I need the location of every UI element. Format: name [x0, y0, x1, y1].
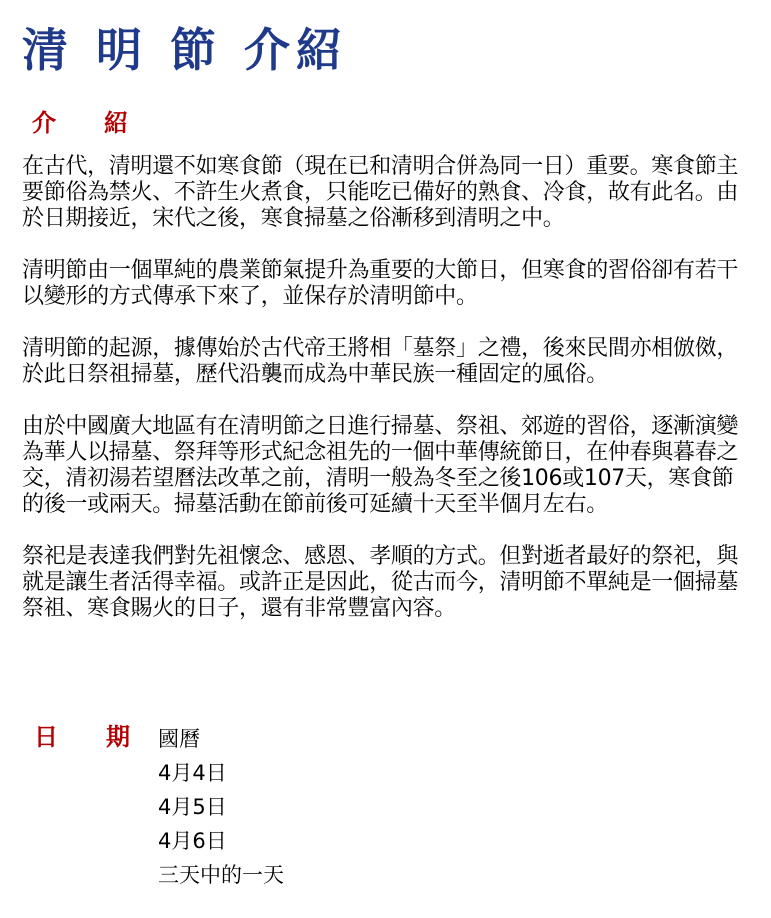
date-list	[158, 722, 284, 892]
intro-paragraph: 祭祀是表達我們對先祖懷念、感恩、孝順的方式。但對逝者最好的祭祀，與就是讓生者活得幸福。或許正是因此，從古而今，清明節不單純是一個掃墓祭祖、寒食賜火的日子，還有非常豐富內容。	[22, 544, 739, 621]
date-option: 4月6日	[158, 829, 227, 853]
date-option: 4月4日	[158, 761, 227, 785]
date-note: 三天中的一天	[158, 863, 284, 887]
calendar-label: 國曆	[158, 727, 200, 751]
date-heading-char: 日	[34, 722, 58, 751]
page-title: 清 明 節 介紹	[22, 23, 349, 77]
intro-heading	[32, 108, 176, 138]
intro-paragraph: 清明節由一個單純的農業節氣提升為重要的大節日，但寒食的習俗卻有若干以變形的方式傳承下來了，並保存於清明節中。	[22, 258, 739, 309]
intro-heading-char: 紹	[104, 108, 128, 137]
date-option: 4月5日	[158, 795, 227, 819]
date-heading	[34, 722, 178, 752]
date-heading-char: 期	[106, 722, 130, 751]
intro-section	[22, 154, 750, 648]
intro-paragraph: 在古代，清明還不如寒食節（現在已和清明合併為同一日）重要。寒食節主要節俗為禁火、不許生火煮食，只能吃已備好的熟食、冷食，故有此名。由於日期接近，宋代之後，寒食掃墓之俗漸移到清明之中。	[22, 154, 739, 231]
intro-heading-char: 介	[32, 108, 56, 137]
intro-paragraph: 由於中國廣大地區有在清明節之日進行掃墓、祭祖、郊遊的習俗，逐漸演變為華人以掃墓、祭拜等形式紀念祖先的一個中華傳統節日，在仲春與暮春之交，清初湯若望曆法改革之前，清明一般為冬至之後106或107天，寒食節的後一或兩天。掃墓活動在節前後可延續十天至半個月左右。	[22, 414, 739, 517]
intro-paragraph: 清明節的起源，據傳始於古代帝王將相「墓祭」之禮，後來民間亦相倣傚，於此日祭祖掃墓，歷代沿襲而成為中華民族一種固定的風俗。	[22, 336, 739, 387]
